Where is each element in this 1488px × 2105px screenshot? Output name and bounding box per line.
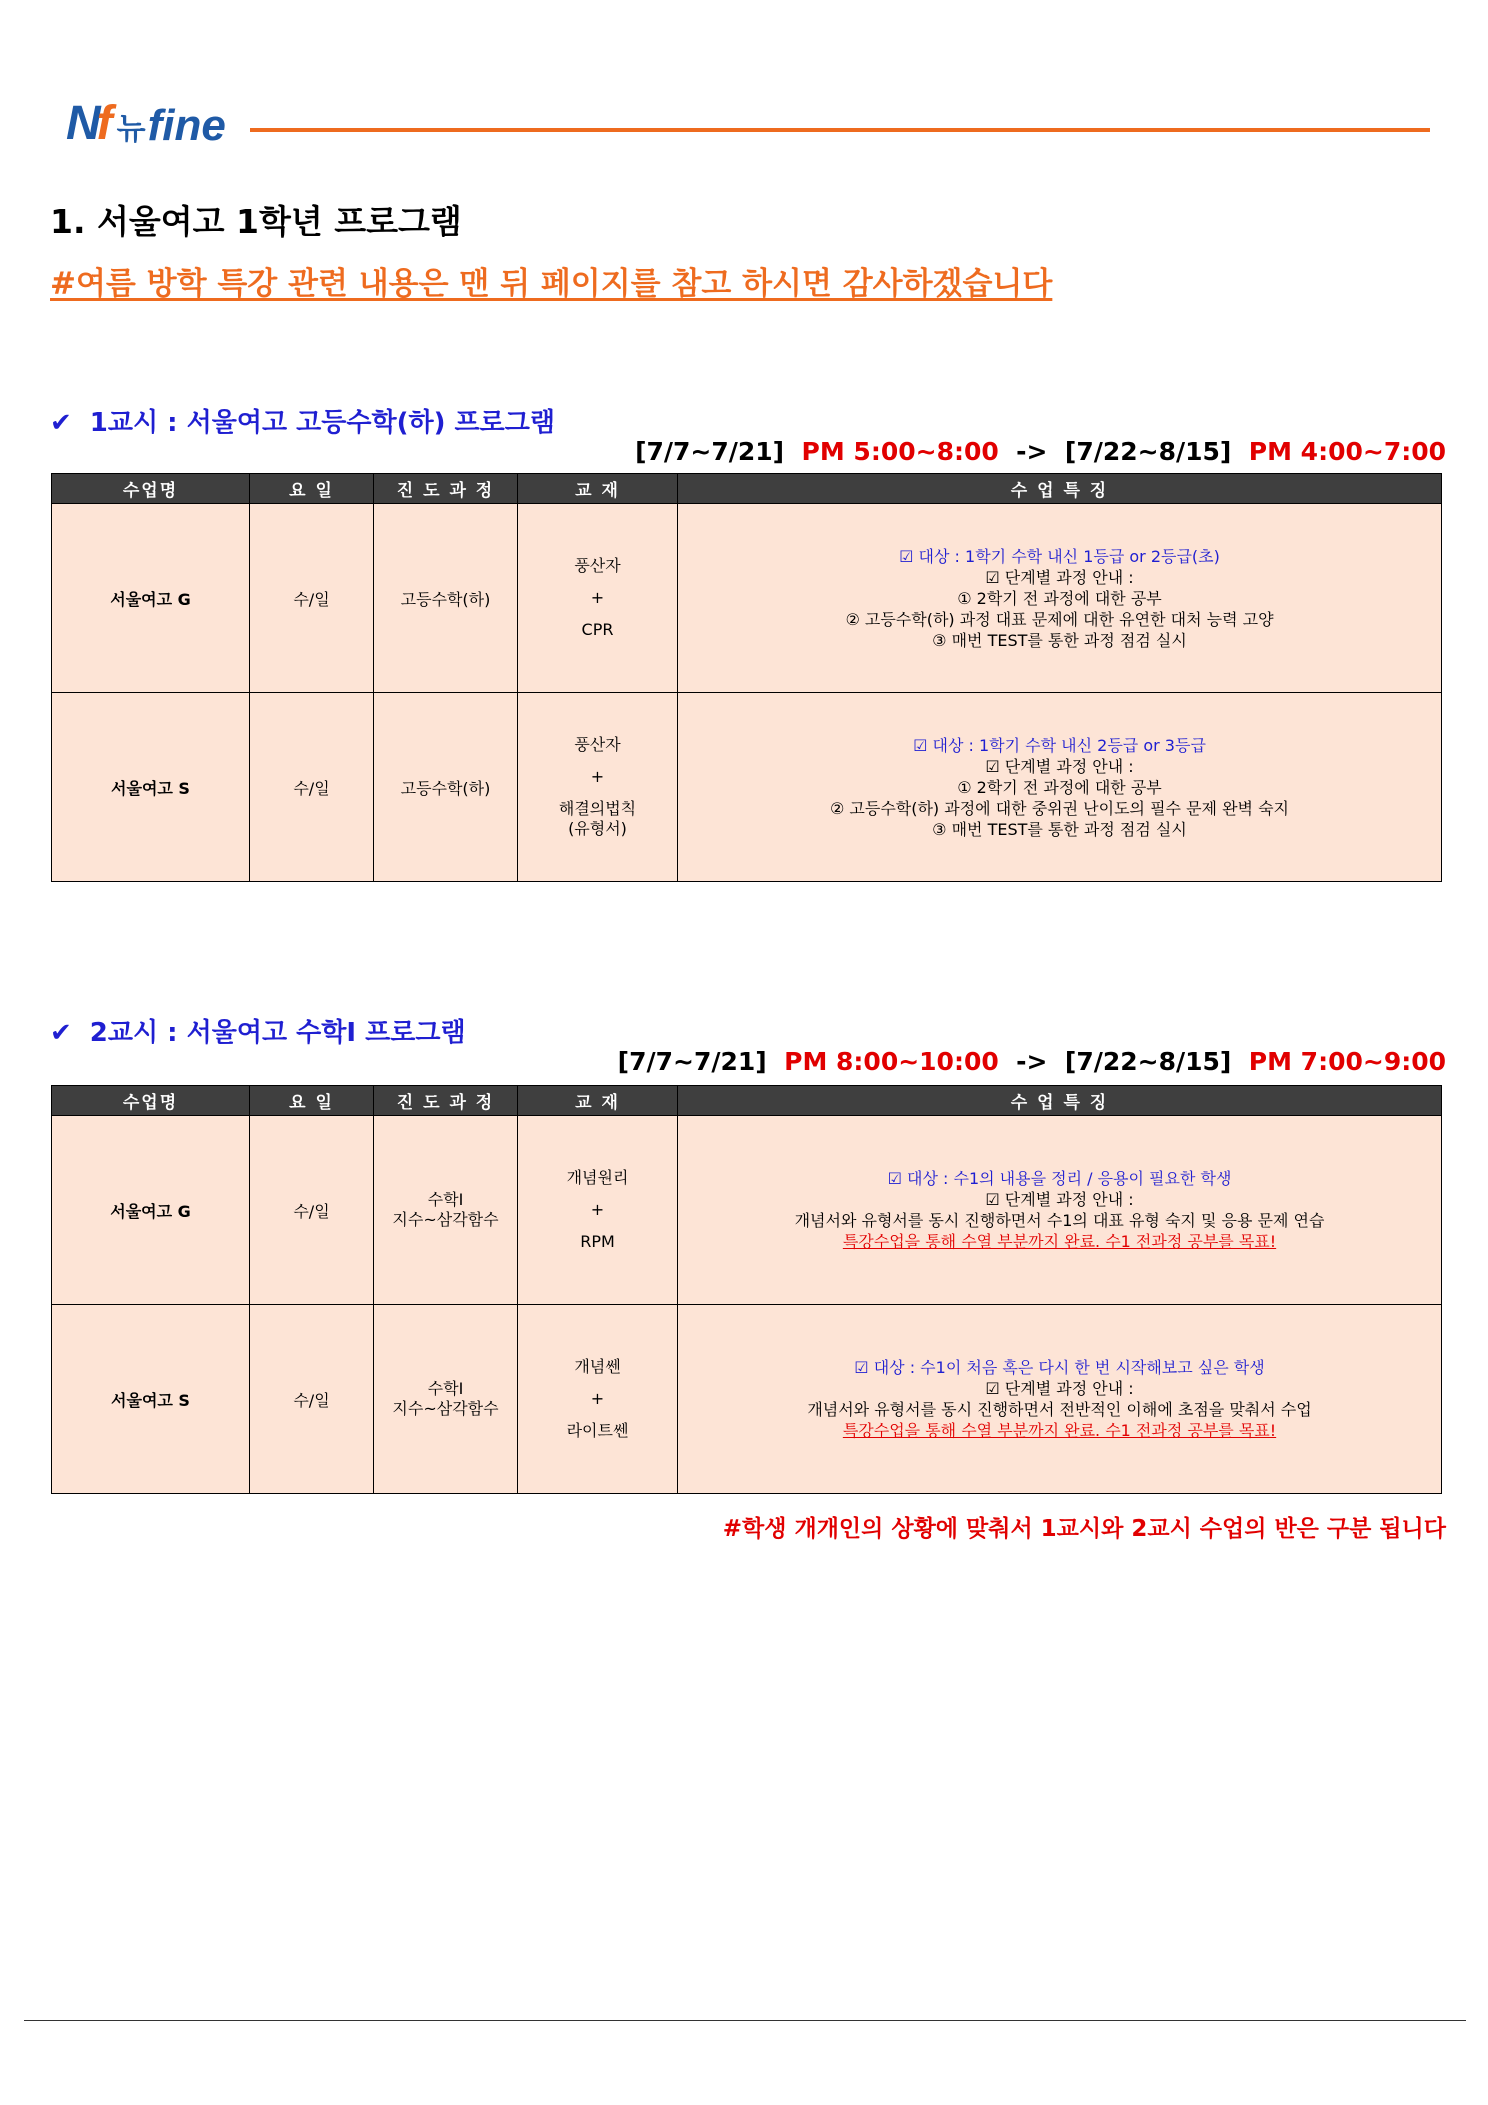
class-name: 서울여고 G	[52, 1116, 250, 1305]
section-2-heading-text: 2교시 : 서울여고 수학Ⅰ 프로그램	[89, 1018, 466, 1048]
class-features: ☑ 대상 : 1학기 수학 내신 2등급 or 3등급 ☑ 단계별 과정 안내 : ① 2학기 전 과정에 대한 공부 ② 고등수학(하) 과정에 대한 중위권 난이도의 필수 문제 완벽 숙지 ③ 매번 TEST를 통한 과정 점검 실시	[678, 693, 1442, 882]
class-day: 수/일	[250, 1116, 374, 1305]
class-day: 수/일	[250, 693, 374, 882]
col-header-book: 교 재	[518, 1086, 678, 1116]
class-name: 서울여고 S	[52, 1305, 250, 1494]
section-2-heading	[50, 1012, 466, 1049]
period-2-dates: [7/22~8/15]	[1064, 1047, 1232, 1076]
col-header-class: 수업명	[52, 474, 250, 504]
class-course: 수학Ⅰ 지수~삼각함수	[374, 1116, 518, 1305]
logo-mark: Nf	[66, 97, 109, 150]
arrow-text: ->	[1016, 1047, 1048, 1076]
period-1-dates: [7/7~7/21]	[617, 1047, 767, 1076]
brand-logo	[66, 92, 226, 148]
class-course: 수학Ⅰ 지수~삼각함수	[374, 1305, 518, 1494]
logo-english-text: fine	[147, 101, 226, 150]
footnote-text: #학생 개개인의 상황에 맞춰서 1교시와 2교시 수업의 반은 구분 됩니다	[722, 1516, 1446, 1542]
class-name: 서울여고 G	[52, 504, 250, 693]
class-books: 개념원리 + RPM	[518, 1116, 678, 1305]
logo-korean-text: 뉴	[116, 112, 146, 147]
period-2-time: PM 4:00~7:00	[1248, 437, 1446, 466]
class-books: 풍산자 + CPR	[518, 504, 678, 693]
class-books: 풍산자 + 해결의법칙 (유형서)	[518, 693, 678, 882]
period-1-time: PM 8:00~10:00	[784, 1047, 999, 1076]
col-header-class: 수업명	[52, 1086, 250, 1116]
section-2-schedule	[618, 1047, 1446, 1076]
class-course: 고등수학(하)	[374, 693, 518, 882]
page-title: 1. 서울여고 1학년 프로그램	[50, 202, 462, 241]
header-divider	[250, 128, 1430, 132]
class-course: 고등수학(하)	[374, 504, 518, 693]
section-1-heading-text: 1교시 : 서울여고 고등수학(하) 프로그램	[89, 408, 555, 438]
table-header-row	[52, 1086, 1442, 1116]
table-row	[52, 504, 1442, 693]
checkmark-icon: ✔	[50, 408, 72, 438]
section-1-table	[51, 473, 1442, 882]
col-header-course: 진 도 과 정	[374, 474, 518, 504]
notice-text: #여름 방학 특강 관련 내용은 맨 뒤 페이지를 참고 하시면 감사하겠습니다	[50, 266, 1053, 302]
arrow-text: ->	[1016, 437, 1048, 466]
class-name: 서울여고 S	[52, 693, 250, 882]
class-day: 수/일	[250, 504, 374, 693]
period-1-time: PM 5:00~8:00	[801, 437, 999, 466]
col-header-features: 수 업 특 징	[678, 474, 1442, 504]
table-header-row	[52, 474, 1442, 504]
section-1-schedule	[635, 437, 1446, 466]
class-books: 개념쎈 + 라이트쎈	[518, 1305, 678, 1494]
class-features: ☑ 대상 : 수1의 내용을 정리 / 응용이 필요한 학생 ☑ 단계별 과정 안내 : 개념서와 유형서를 동시 진행하면서 수1의 대표 유형 숙지 및 응용 문제 연습 특강수업을 통해 수열 부분까지 완료. 수1 전과정 공부를 목표!	[678, 1116, 1442, 1305]
period-2-dates: [7/22~8/15]	[1064, 437, 1232, 466]
checkmark-icon: ✔	[50, 1018, 72, 1048]
period-1-dates: [7/7~7/21]	[635, 437, 785, 466]
table-row	[52, 1305, 1442, 1494]
footer-divider	[24, 2020, 1466, 2021]
col-header-day: 요 일	[250, 1086, 374, 1116]
table-row	[52, 1116, 1442, 1305]
col-header-book: 교 재	[518, 474, 678, 504]
section-1-heading	[50, 402, 555, 439]
class-features: ☑ 대상 : 수1이 처음 혹은 다시 한 번 시작해보고 싶은 학생 ☑ 단계별 과정 안내 : 개념서와 유형서를 동시 진행하면서 전반적인 이해에 초점을 맞춰서 수업 특강수업을 통해 수열 부분까지 완료. 수1 전과정 공부를 목표!	[678, 1305, 1442, 1494]
class-day: 수/일	[250, 1305, 374, 1494]
col-header-course: 진 도 과 정	[374, 1086, 518, 1116]
class-features: ☑ 대상 : 1학기 수학 내신 1등급 or 2등급(초) ☑ 단계별 과정 안내 : ① 2학기 전 과정에 대한 공부 ② 고등수학(하) 과정 대표 문제에 대한 유연한 대처 능력 고양 ③ 매번 TEST를 통한 과정 점검 실시	[678, 504, 1442, 693]
col-header-features: 수 업 특 징	[678, 1086, 1442, 1116]
col-header-day: 요 일	[250, 474, 374, 504]
period-2-time: PM 7:00~9:00	[1248, 1047, 1446, 1076]
table-row	[52, 693, 1442, 882]
section-2-table	[51, 1085, 1442, 1494]
